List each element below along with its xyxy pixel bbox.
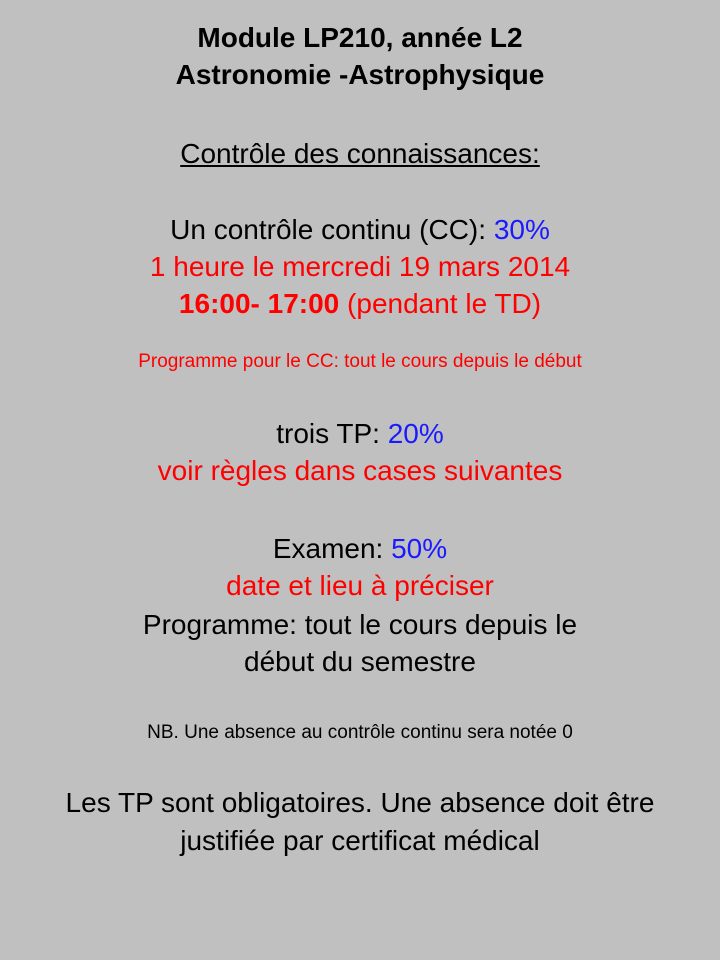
cc-line bbox=[0, 214, 720, 246]
title-line-2: Astronomie -Astrophysique bbox=[175, 59, 545, 90]
tp-weight: 20% bbox=[387, 418, 444, 449]
cc-time-note: (pendant le TD) bbox=[339, 288, 542, 319]
tp-rules: voir règles dans cases suivantes bbox=[157, 455, 563, 486]
tp-notice-line-1: Les TP sont obligatoires. Une absence doit être bbox=[65, 787, 655, 818]
section-heading bbox=[0, 138, 720, 170]
exam-label: Examen: bbox=[272, 533, 392, 564]
exam-line bbox=[0, 533, 720, 565]
cc-time: 16:00- 17:00 bbox=[178, 288, 340, 319]
cc-label: Un contrôle continu (CC): bbox=[170, 214, 494, 245]
cc-date: 1 heure le mercredi 19 mars 2014 bbox=[149, 251, 571, 282]
cc-weight: 30% bbox=[493, 214, 550, 245]
exam-programme-line-2: début du semestre bbox=[244, 646, 476, 677]
exam-programme-line-1: Programme: tout le cours depuis le bbox=[142, 609, 578, 640]
nb-note: NB. Une absence au contrôle continu sera notée 0 bbox=[147, 722, 573, 743]
cc-time-line bbox=[0, 288, 720, 320]
section-heading-text: Contrôle des connaissances: bbox=[180, 138, 540, 169]
cc-programme: Programme pour le CC: tout le cours depuis le début bbox=[138, 351, 582, 372]
tp-label: trois TP: bbox=[276, 418, 388, 449]
exam-weight: 50% bbox=[391, 533, 448, 564]
tp-line bbox=[0, 418, 720, 450]
exam-date: date et lieu à préciser bbox=[226, 570, 494, 601]
title-line-1: Module LP210, année L2 bbox=[197, 22, 523, 53]
tp-notice-line-2: justifiée par certificat médical bbox=[180, 825, 540, 856]
